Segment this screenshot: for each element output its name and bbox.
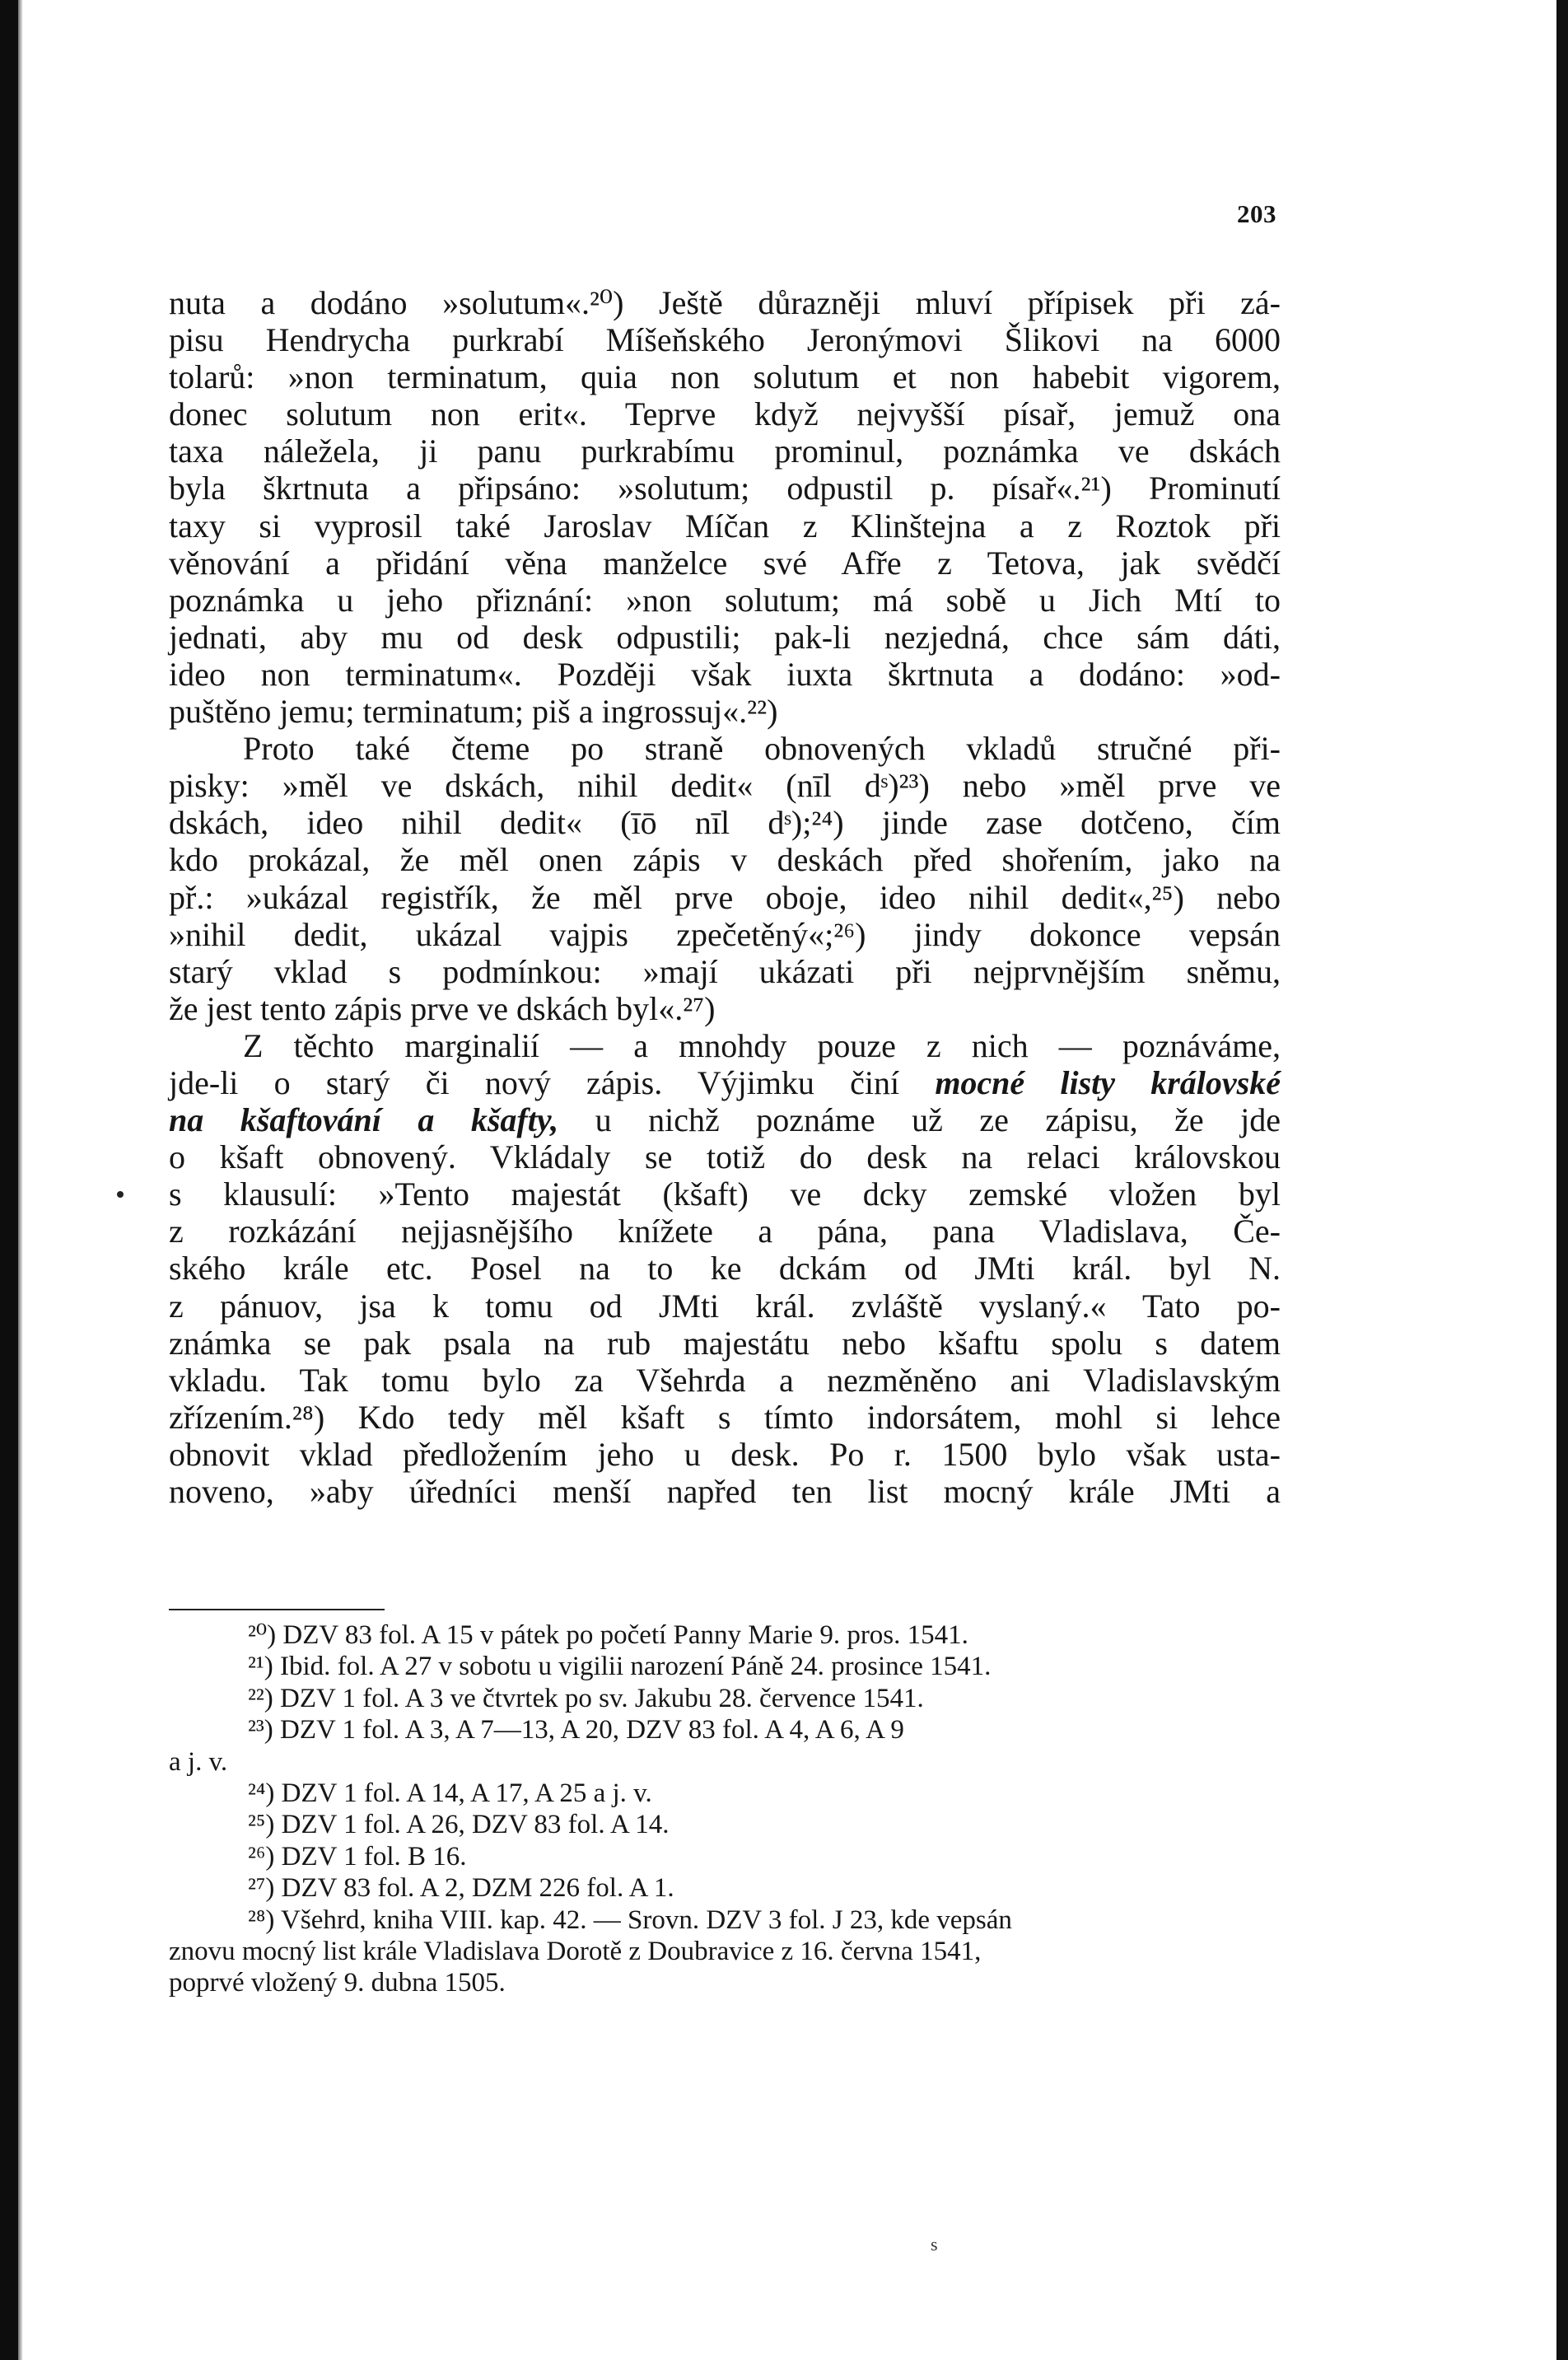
text-line: tolarů: »non terminatum, quia non solutum et non habebit vigorem,	[169, 358, 1281, 396]
paragraph-1	[169, 284, 1281, 730]
text-line-mixed	[169, 1101, 1281, 1138]
footnote-continuation: poprvé vložený 9. dubna 1505.	[169, 1968, 506, 1998]
text-line: z rozkázání nejjasnějšího knížete a pána, pana Vladislava, Če-	[169, 1213, 1281, 1250]
text-line: obnovit vklad předložením jeho u desk. Po r. 1500 bylo však usta-	[169, 1435, 1281, 1473]
text-span: u nichž poznáme už ze zápisu, že jde	[595, 1101, 1281, 1139]
paragraph-3	[169, 1027, 1281, 1510]
footnote-divider	[169, 1609, 385, 1610]
footnotes	[169, 1619, 1281, 1999]
text-line: taxy si vyprosil také Jaroslav Míčan z Klinštejna a z Roztok při	[169, 507, 1281, 544]
text-span: jde-li o starý či nový zápis. Výjimku činí	[169, 1063, 900, 1101]
text-line: nuta a dodáno »solutum«.²⁰) Ještě důrazněji mluví přípisek při zá-	[169, 284, 1281, 321]
italic-term: mocné listy královské	[935, 1063, 1281, 1101]
text-line: kdo prokázal, že měl onen zápis v deskách před shořením, jako na	[169, 841, 1281, 879]
scan-right-edge	[1556, 0, 1568, 2360]
footnote: ²¹) Ibid. fol. A 27 v sobotu u vigilii narození Páně 24. prosince 1541.	[248, 1652, 992, 1682]
text-line: pisky: »měl ve dskách, nihil dedit« (nīl dˢ)²³) nebo »měl prve ve	[169, 767, 1281, 805]
footnote-continuation: a j. v.	[169, 1746, 228, 1777]
text-line: zřízením.²⁸) Kdo tedy měl kšaft s tímto indorsátem, mohl si lehce	[169, 1398, 1281, 1436]
text-line: ideo non terminatum«. Později však iuxta škrtnuta a dodáno: »od-	[169, 655, 1281, 693]
italic-term: na kšaftování a kšafty,	[169, 1101, 559, 1139]
footnote: ²⁰) DZV 83 fol. A 15 v pátek po početí Panny Marie 9. pros. 1541.	[248, 1620, 968, 1650]
stray-mark: s	[931, 2234, 938, 2255]
text-line: pisu Hendrycha purkrabí Míšeňského Jeronýmovi Šlikovi na 6000	[169, 321, 1281, 359]
text-line: jednati, aby mu od desk odpustili; pak-li nezjedná, chce sám dáti,	[169, 618, 1281, 656]
text-line: př.: »ukázal registřík, že měl prve oboje, ideo nihil dedit«,²⁵) nebo	[169, 878, 1281, 916]
text-line-mixed	[169, 1064, 1281, 1101]
text-line: taxa náležela, ji panu purkrabímu prominul, poznámka ve dskách	[169, 432, 1281, 470]
scan-left-shadow	[18, 0, 23, 2360]
text-line: poznámka u jeho přiznání: »non solutum; má sobě u Jich Mtí to	[169, 581, 1281, 619]
footnote: ²⁴) DZV 1 fol. A 14, A 17, A 25 a j. v.	[248, 1778, 652, 1809]
footnote: ²²) DZV 1 fol. A 3 ve čtvrtek po sv. Jakubu 28. července 1541.	[248, 1683, 924, 1713]
text-line: známka se pak psala na rub majestátu nebo kšaftu spolu s datem	[169, 1324, 1281, 1362]
text-line: vkladu. Tak tomu bylo za Všehrda a nezměněno ani Vladislavským	[169, 1361, 1281, 1399]
margin-dot	[117, 1191, 124, 1198]
footnote: ²⁸) Všehrd, kniha VIII. kap. 42. — Srovn. DZV 3 fol. J 23, kde vepsán	[248, 1904, 1012, 1935]
text-line: dskách, ideo nihil dedit« (īō nīl dˢ);²⁴) jinde zase dotčeno, čím	[169, 804, 1281, 842]
text-line: že jest tento zápis prve ve dskách byl«.²⁷)	[169, 989, 716, 1027]
page-number: 203	[1237, 199, 1276, 228]
paragraph-2	[169, 730, 1281, 1027]
text-line: z pánuov, jsa k tomu od JMti král. zvláště vyslaný.« Tato po-	[169, 1287, 1281, 1325]
footnote: ²³) DZV 1 fol. A 3, A 7—13, A 20, DZV 83 fol. A 4, A 6, A 9	[248, 1715, 904, 1745]
text-line: starý vklad s podmínkou: »mají ukázati při nejprvnějším sněmu,	[169, 952, 1281, 990]
text-line: »nihil dedit, ukázal vajpis zpečetěný«;²⁶) jindy dokonce vepsán	[169, 915, 1281, 953]
text-line: věnování a přidání věna manželce své Afře z Tetova, jak svědčí	[169, 544, 1281, 582]
text-line: ského krále etc. Posel na to ke dckám od JMti král. byl N.	[169, 1250, 1281, 1287]
text-line: puštěno jemu; terminatum; piš a ingrossuj«.²²)	[169, 693, 778, 731]
footnote-continuation: znovu mocný list krále Vladislava Dorotě z Doubravice z 16. června 1541,	[169, 1937, 982, 1967]
text-line: Proto také čteme po straně obnovených vkladů stručné při-	[243, 730, 1281, 768]
footnote: ²⁶) DZV 1 fol. B 16.	[248, 1841, 467, 1872]
scan-left-edge	[0, 0, 18, 2360]
text-line: donec solutum non erit«. Teprve když nejvyšší písař, jemuž ona	[169, 395, 1281, 433]
text-line: o kšaft obnovený. Vkládaly se totiž do desk na relaci královskou	[169, 1138, 1281, 1176]
main-text	[169, 284, 1281, 1510]
text-line: byla škrtnuta a připsáno: »solutum; odpustil p. písař«.²¹) Prominutí	[169, 470, 1281, 507]
text-line: s klausulí: »Tento majestát (kšaft) ve dcky zemské vložen byl	[169, 1175, 1281, 1213]
text-line: Z těchto marginalií — a mnohdy pouze z nich — poznáváme,	[243, 1026, 1281, 1064]
footnote: ²⁵) DZV 1 fol. A 26, DZV 83 fol. A 14.	[248, 1810, 670, 1840]
footnote: ²⁷) DZV 83 fol. A 2, DZM 226 fol. A 1.	[248, 1873, 674, 1904]
text-line: noveno, »aby úředníci menší napřed ten list mocný krále JMti a	[169, 1473, 1281, 1510]
